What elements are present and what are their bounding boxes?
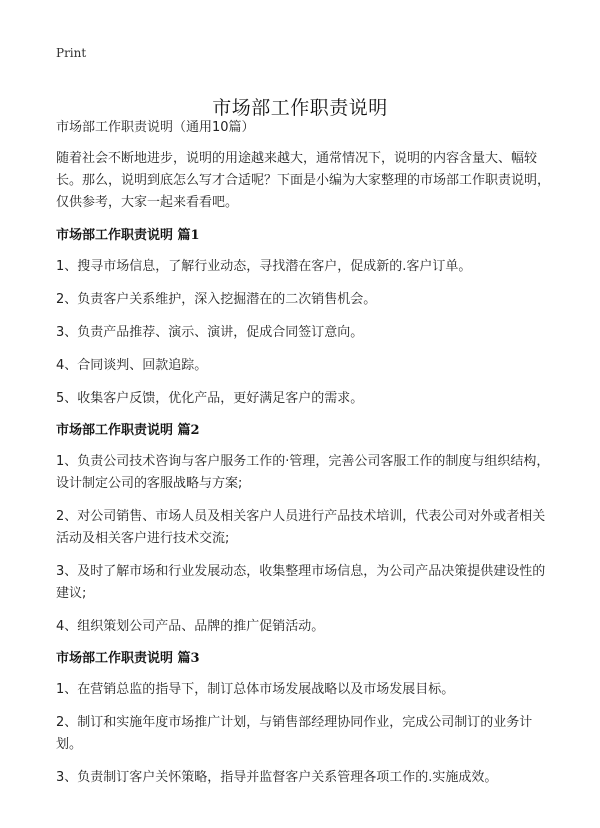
document-subtitle: 市场部工作职责说明（通用10篇） (56, 120, 255, 135)
list-item: 3、负责制订客户关怀策略，指导并监督客户关系管理各项工作的.实施成效。 (56, 770, 498, 785)
document-title: 市场部工作职责说明 (212, 96, 388, 119)
list-item: 4、组织策划公司产品、品牌的推广促销活动。 (56, 619, 325, 634)
list-item: 3、及时了解市场和行业发展动态，收集整理市场信息，为公司产品决策提供建设性的建议; (56, 564, 546, 601)
list-item: 1、负责公司技术咨询与客户服务工作的·管理，完善公司客服工作的制度与组织结构，设计制定公司的客服战略与方案; (56, 454, 550, 491)
list-item: 2、负责客户关系维护，深入挖掘潜在的二次销售机会。 (56, 292, 377, 307)
section-1 (56, 226, 552, 410)
section-title: 市场部工作职责说明 篇1 (56, 228, 200, 243)
print-label: Print (56, 46, 87, 60)
intro-paragraph: 随着社会不断地进步，说明的用途越来越大，通常情况下，说明的内容含量大、幅较长。那么，说明到底怎么写才合适呢？下面是小编为大家整理的市场部工作职责说明，仅供参考，大家一起来看看吧。 (56, 151, 551, 210)
list-item: 2、制订和实施年度市场推广计划，与销售部经理协同作业，完成公司制订的业务计划。 (56, 715, 533, 752)
list-item: 3、负责产品推荐、演示、演讲，促成合同签订意向。 (56, 325, 364, 340)
list-item: 1、搜寻市场信息，了解行业动态，寻找潜在客户，促成新的.客户订单。 (56, 259, 472, 274)
document-body (56, 118, 552, 800)
section-3 (56, 649, 552, 789)
list-item: 4、合同谈判、回款追踪。 (56, 358, 208, 373)
list-item: 2、对公司销售、市场人员及相关客户人员进行产品技术培训，代表公司对外或者相关活动及相关客户进行技术交流; (56, 509, 546, 546)
section-title: 市场部工作职责说明 篇2 (56, 423, 200, 438)
section-2 (56, 421, 552, 638)
section-title: 市场部工作职责说明 篇3 (56, 651, 200, 666)
list-item: 1、在营销总监的指导下，制订总体市场发展战略以及市场发展目标。 (56, 682, 455, 697)
list-item: 5、收集客户反馈，优化产品，更好满足客户的需求。 (56, 391, 364, 406)
